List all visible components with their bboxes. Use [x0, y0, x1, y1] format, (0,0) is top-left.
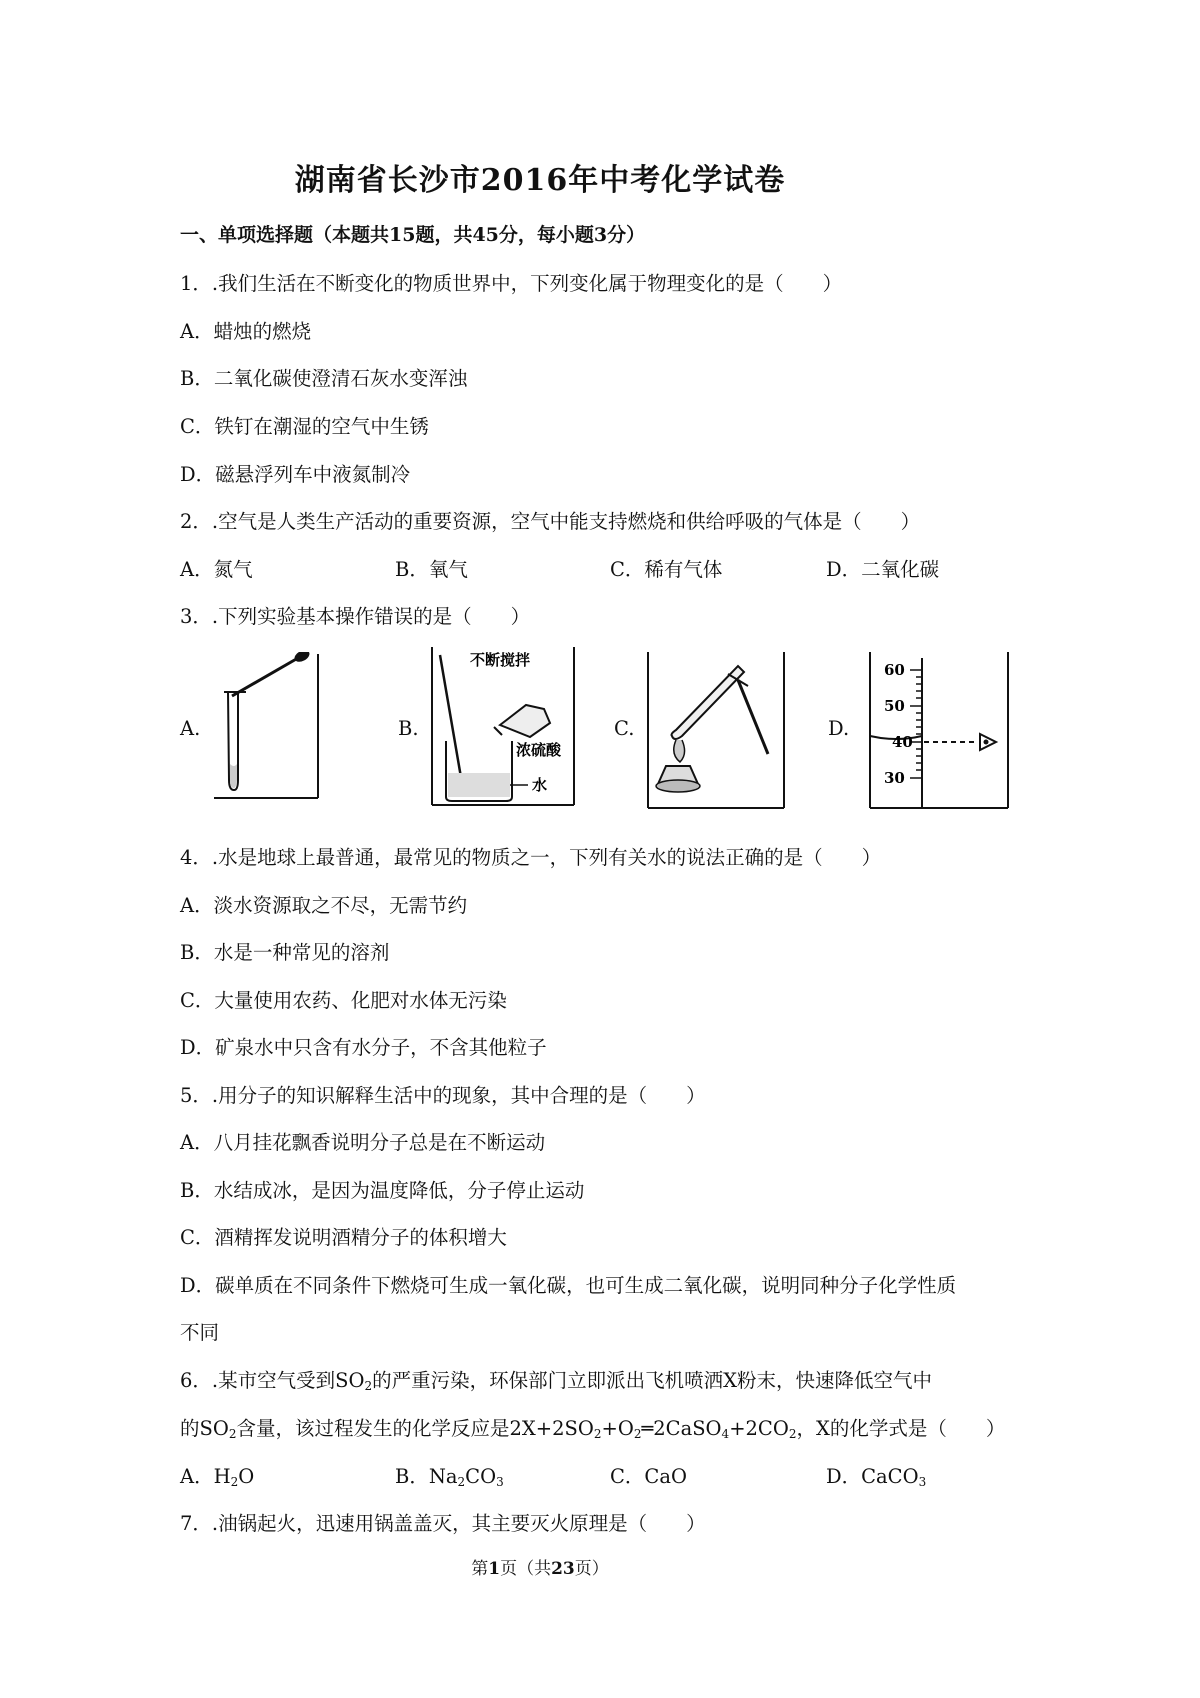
- q6-stem-line1: 6．.某市空气受到$SO_2$的严重污染，环保部门立即派出飞机喷洒X粉末，快速降低空气中: [180, 1369, 932, 1393]
- q4-stem: 4．.水是地球上最普通，最常见的物质之一，下列有关水的说法正确的是（ ）: [180, 846, 882, 869]
- q2-option-b: B．氧气: [395, 558, 468, 581]
- section-heading: 一、单项选择题（本题共15题，共45分，每小题3分）: [180, 224, 646, 246]
- q6-option-a: A．$H_2O$: [180, 1465, 255, 1489]
- q2-option-c: C．稀有气体: [610, 558, 723, 581]
- q3-label-c: C.: [614, 717, 635, 740]
- q5-option-b: B．水结成冰，是因为温度降低，分子停止运动: [180, 1179, 585, 1202]
- q3-fig-d-tick-50: 50: [884, 697, 905, 715]
- total-pages: 23: [551, 1559, 575, 1579]
- q3-figure-c-heating-tube: [646, 650, 786, 810]
- q4-option-c: C．大量使用农药、化肥对水体无污染: [180, 989, 507, 1012]
- q2-stem: 2．.空气是人类生产活动的重要资源，空气中能支持燃烧和供给呼吸的气体是（ ）: [180, 510, 921, 533]
- q6-option-d: D．CaCO$_3$: [826, 1465, 927, 1489]
- q1-stem: 1．.我们生活在不断变化的物质世界中，下列变化属于物理变化的是（ ）: [180, 272, 843, 295]
- q5-option-a: A．八月挂花飘香说明分子总是在不断运动: [180, 1131, 546, 1154]
- q3-fig-b-acid-label: 浓硫酸: [516, 741, 562, 759]
- current-page-number: 1: [488, 1559, 501, 1579]
- q1-option-a: A．蜡烛的燃烧: [180, 320, 312, 343]
- q1-option-b: B．二氧化碳使澄清石灰水变浑浊: [180, 367, 468, 390]
- page-footer: 第1页（共23页）: [471, 1559, 609, 1579]
- q3-figure-a-test-tube-spoon: [214, 652, 320, 802]
- q1-option-d: D．磁悬浮列车中液氮制冷: [180, 463, 411, 486]
- q3-fig-b-stir-label: 不断搅拌: [470, 651, 531, 669]
- q3-figure-d-measuring-cylinder: [862, 650, 1010, 810]
- q4-option-d: D．矿泉水中只含有水分子，不含其他粒子: [180, 1036, 547, 1059]
- q5-option-d-continued: 不同: [180, 1321, 220, 1344]
- q3-label-a: A.: [180, 717, 201, 740]
- q3-label-b: B.: [398, 717, 419, 740]
- q5-option-c: C．酒精挥发说明酒精分子的体积增大: [180, 1226, 507, 1249]
- q3-fig-d-tick-60: 60: [884, 661, 905, 679]
- q4-option-b: B．水是一种常见的溶剂: [180, 941, 390, 964]
- q2-option-a: A．氮气: [180, 558, 253, 581]
- q2-option-d: D．二氧化碳: [826, 558, 940, 581]
- q5-option-d: D．碳单质在不同条件下燃烧可生成一氧化碳，也可生成二氧化碳，说明同种分子化学性质: [180, 1274, 957, 1297]
- q5-stem: 5．.用分子的知识解释生活中的现象，其中合理的是（ ）: [180, 1084, 706, 1107]
- q3-label-d: D.: [828, 717, 850, 740]
- q3-stem: 3．.下列实验基本操作错误的是（ ）: [180, 605, 531, 628]
- q1-option-c: C．铁钉在潮湿的空气中生锈: [180, 415, 429, 438]
- q6-option-b: B．$Na_2CO_3$: [395, 1465, 504, 1489]
- q3-fig-d-tick-40: 40: [892, 733, 913, 751]
- q3-fig-d-tick-30: 30: [884, 769, 905, 787]
- q4-option-a: A．淡水资源取之不尽，无需节约: [180, 894, 468, 917]
- q6-option-c: C．CaO: [610, 1465, 687, 1488]
- q7-stem: 7．.油锅起火，迅速用锅盖盖灭，其主要灭火原理是（ ）: [180, 1512, 706, 1535]
- q3-figure-b-dilute-acid: [430, 645, 576, 807]
- q6-stem-line2: 的$SO_2$含量，该过程发生的化学反应是$2X+2SO_2+O_2═2CaSO_4+2CO_2$，X的化学式是（ ）: [180, 1417, 1006, 1441]
- q3-fig-b-water-label: 水: [532, 776, 548, 794]
- page-title: 湖南省长沙市2016年中考化学试卷: [294, 163, 786, 198]
